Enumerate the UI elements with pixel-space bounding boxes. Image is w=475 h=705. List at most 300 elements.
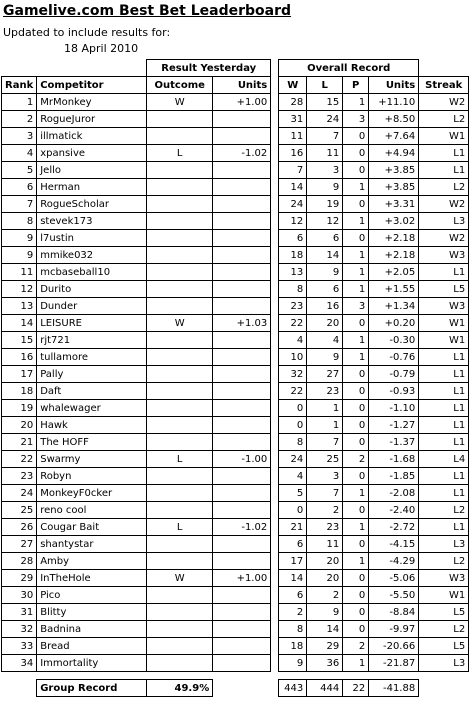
pushes-cell: 0 (343, 145, 369, 162)
table-row (2, 94, 469, 111)
yesterday-units-cell (213, 247, 271, 264)
outcome-cell (147, 434, 213, 451)
streak-cell: W2 (419, 196, 469, 213)
wins-cell: 14 (279, 570, 307, 587)
rank-cell: 3 (2, 128, 37, 145)
rank-cell: 22 (2, 451, 37, 468)
table-row (2, 196, 469, 213)
rank-cell: 7 (2, 196, 37, 213)
pushes-cell: 0 (343, 366, 369, 383)
wins-cell: 4 (279, 332, 307, 349)
table-row (2, 570, 469, 587)
units-cell: +0.20 (369, 315, 419, 332)
yesterday-units-cell: -1.00 (213, 451, 271, 468)
pushes-cell: 1 (343, 519, 369, 536)
competitor-name: Durito (37, 281, 147, 298)
outcome-cell (147, 213, 213, 230)
losses-cell: 20 (307, 570, 343, 587)
streak-cell: L2 (419, 502, 469, 519)
table-row (2, 281, 469, 298)
table-row (2, 264, 469, 281)
rank-cell: 27 (2, 536, 37, 553)
yesterday-units-cell (213, 162, 271, 179)
competitor-name: mmike032 (37, 247, 147, 264)
wins-cell: 21 (279, 519, 307, 536)
wins-cell: 24 (279, 196, 307, 213)
pushes-cell: 1 (343, 213, 369, 230)
table-row (2, 451, 469, 468)
units-cell: +3.31 (369, 196, 419, 213)
leaderboard-rows (2, 94, 469, 672)
table-row (2, 230, 469, 247)
units-cell: -4.15 (369, 536, 419, 553)
competitor-name: Badnina (37, 621, 147, 638)
streak-cell: W1 (419, 587, 469, 604)
streak-cell: L1 (419, 264, 469, 281)
pushes-cell: 1 (343, 485, 369, 502)
rank-cell: 14 (2, 315, 37, 332)
losses-cell: 2 (307, 587, 343, 604)
losses-cell: 14 (307, 621, 343, 638)
col-streak: Streak (419, 77, 469, 94)
wins-cell: 8 (279, 621, 307, 638)
yesterday-units-cell (213, 417, 271, 434)
streak-cell: L1 (419, 519, 469, 536)
page-title: Gamelive.com Best Bet Leaderboard (3, 3, 292, 19)
competitor-name: Robyn (37, 468, 147, 485)
overall-record-header: Overall Record (279, 60, 419, 77)
yesterday-units-cell (213, 179, 271, 196)
outcome-cell (147, 655, 213, 672)
yesterday-units-cell (213, 213, 271, 230)
units-cell: +4.94 (369, 145, 419, 162)
yesterday-units-cell (213, 298, 271, 315)
yesterday-units-cell (213, 621, 271, 638)
competitor-name: whalewager (37, 400, 147, 417)
streak-cell: W1 (419, 332, 469, 349)
table-row (2, 298, 469, 315)
competitor-name: MonkeyF0cker (37, 485, 147, 502)
losses-cell: 16 (307, 298, 343, 315)
pushes-cell: 3 (343, 111, 369, 128)
rank-cell: 23 (2, 468, 37, 485)
streak-cell: L2 (419, 111, 469, 128)
streak-cell: L1 (419, 162, 469, 179)
wins-cell: 8 (279, 281, 307, 298)
competitor-name: Amby (37, 553, 147, 570)
table-row (2, 179, 469, 196)
rank-cell: 8 (2, 213, 37, 230)
yesterday-units-cell (213, 485, 271, 502)
pushes-cell: 0 (343, 196, 369, 213)
yesterday-units-cell (213, 638, 271, 655)
rank-cell: 15 (2, 332, 37, 349)
competitor-name: RogueScholar (37, 196, 147, 213)
pushes-cell: 0 (343, 434, 369, 451)
streak-cell: L1 (419, 417, 469, 434)
streak-cell: W2 (419, 94, 469, 111)
streak-cell: L3 (419, 655, 469, 672)
pushes-cell: 2 (343, 638, 369, 655)
wins-cell: 0 (279, 502, 307, 519)
streak-cell: L1 (419, 434, 469, 451)
units-cell: -1.85 (369, 468, 419, 485)
pushes-cell: 0 (343, 587, 369, 604)
rank-cell: 24 (2, 485, 37, 502)
rank-cell: 20 (2, 417, 37, 434)
outcome-cell: L (147, 519, 213, 536)
rank-cell: 5 (2, 162, 37, 179)
rank-cell: 34 (2, 655, 37, 672)
rank-cell: 19 (2, 400, 37, 417)
pushes-cell: 0 (343, 417, 369, 434)
pushes-cell: 0 (343, 502, 369, 519)
streak-cell: W1 (419, 128, 469, 145)
streak-cell: L5 (419, 281, 469, 298)
wins-cell: 0 (279, 400, 307, 417)
losses-cell: 2 (307, 502, 343, 519)
units-cell: -9.97 (369, 621, 419, 638)
outcome-cell (147, 553, 213, 570)
wins-cell: 22 (279, 383, 307, 400)
table-row (2, 400, 469, 417)
losses-cell: 23 (307, 383, 343, 400)
streak-cell: L1 (419, 383, 469, 400)
wins-cell: 22 (279, 315, 307, 332)
losses-cell: 6 (307, 230, 343, 247)
units-cell: +8.50 (369, 111, 419, 128)
outcome-cell (147, 485, 213, 502)
yesterday-units-cell (213, 536, 271, 553)
competitor-name: Bread (37, 638, 147, 655)
pushes-cell: 1 (343, 553, 369, 570)
outcome-cell (147, 230, 213, 247)
streak-cell: L2 (419, 553, 469, 570)
col-yesterday-units: Units (213, 77, 271, 94)
yesterday-units-cell (213, 281, 271, 298)
table-row (2, 315, 469, 332)
losses-cell: 7 (307, 128, 343, 145)
wins-cell: 11 (279, 128, 307, 145)
yesterday-units-cell (213, 366, 271, 383)
competitor-name: rjt721 (37, 332, 147, 349)
table-row (2, 145, 469, 162)
wins-cell: 18 (279, 247, 307, 264)
streak-cell: L2 (419, 621, 469, 638)
rank-cell: 25 (2, 502, 37, 519)
streak-cell: W3 (419, 298, 469, 315)
group-record-percent: 49.9% (147, 680, 213, 697)
outcome-cell: L (147, 145, 213, 162)
table-row (2, 604, 469, 621)
yesterday-units-cell: -1.02 (213, 519, 271, 536)
yesterday-units-cell: +1.00 (213, 570, 271, 587)
rank-cell: 33 (2, 638, 37, 655)
losses-cell: 27 (307, 366, 343, 383)
rank-cell: 29 (2, 570, 37, 587)
streak-cell: L3 (419, 536, 469, 553)
units-cell: +1.55 (369, 281, 419, 298)
table-row (2, 519, 469, 536)
outcome-cell (147, 366, 213, 383)
streak-cell: L5 (419, 604, 469, 621)
rank-cell: 26 (2, 519, 37, 536)
outcome-cell: L (147, 451, 213, 468)
wins-cell: 5 (279, 485, 307, 502)
outcome-cell (147, 196, 213, 213)
yesterday-units-cell (213, 604, 271, 621)
yesterday-units-cell (213, 196, 271, 213)
pushes-cell: 0 (343, 570, 369, 587)
group-record-pushes: 22 (343, 680, 369, 697)
units-cell: -5.50 (369, 587, 419, 604)
losses-cell: 9 (307, 604, 343, 621)
yesterday-units-cell (213, 128, 271, 145)
wins-cell: 9 (279, 655, 307, 672)
competitor-name: Dunder (37, 298, 147, 315)
streak-cell: W3 (419, 570, 469, 587)
competitor-name: Herman (37, 179, 147, 196)
pushes-cell: 0 (343, 621, 369, 638)
competitor-name: LEISURE (37, 315, 147, 332)
yesterday-units-cell (213, 332, 271, 349)
yesterday-units-cell (213, 111, 271, 128)
table-row (2, 128, 469, 145)
losses-cell: 11 (307, 145, 343, 162)
wins-cell: 24 (279, 451, 307, 468)
losses-cell: 7 (307, 434, 343, 451)
yesterday-units-cell (213, 434, 271, 451)
table-row (2, 383, 469, 400)
competitor-name: Pico (37, 587, 147, 604)
competitor-name: stevek173 (37, 213, 147, 230)
pushes-cell: 0 (343, 468, 369, 485)
yesterday-units-cell (213, 655, 271, 672)
competitor-name: RogueJuror (37, 111, 147, 128)
units-cell: +3.85 (369, 179, 419, 196)
col-rank: Rank (2, 77, 37, 94)
wins-cell: 7 (279, 162, 307, 179)
units-cell: -4.29 (369, 553, 419, 570)
losses-cell: 9 (307, 179, 343, 196)
table-row (2, 655, 469, 672)
outcome-cell (147, 349, 213, 366)
pushes-cell: 0 (343, 128, 369, 145)
outcome-cell (147, 111, 213, 128)
table-row (2, 366, 469, 383)
competitor-name: Pally (37, 366, 147, 383)
yesterday-units-cell (213, 230, 271, 247)
pushes-cell: 1 (343, 179, 369, 196)
outcome-cell: W (147, 570, 213, 587)
outcome-cell (147, 638, 213, 655)
outcome-cell (147, 417, 213, 434)
wins-cell: 31 (279, 111, 307, 128)
yesterday-units-cell: +1.03 (213, 315, 271, 332)
losses-cell: 12 (307, 213, 343, 230)
losses-cell: 29 (307, 638, 343, 655)
units-cell: -5.06 (369, 570, 419, 587)
units-cell: -2.72 (369, 519, 419, 536)
competitor-name: Jello (37, 162, 147, 179)
group-record-units: -41.88 (369, 680, 419, 697)
competitor-name: Swarmy (37, 451, 147, 468)
rank-cell: 9 (2, 247, 37, 264)
wins-cell: 14 (279, 179, 307, 196)
wins-cell: 17 (279, 553, 307, 570)
column-header-row (2, 77, 469, 94)
wins-cell: 32 (279, 366, 307, 383)
competitor-name: xpansive (37, 145, 147, 162)
table-row (2, 162, 469, 179)
units-cell: -0.30 (369, 332, 419, 349)
pushes-cell: 0 (343, 400, 369, 417)
streak-cell: L1 (419, 145, 469, 162)
streak-cell: L3 (419, 213, 469, 230)
outcome-cell (147, 587, 213, 604)
competitor-name: Blitty (37, 604, 147, 621)
yesterday-units-cell (213, 553, 271, 570)
yesterday-units-cell: +1.00 (213, 94, 271, 111)
losses-cell: 24 (307, 111, 343, 128)
streak-cell: L1 (419, 485, 469, 502)
table-row (2, 332, 469, 349)
wins-cell: 0 (279, 417, 307, 434)
losses-cell: 20 (307, 315, 343, 332)
yesterday-units-cell (213, 502, 271, 519)
losses-cell: 3 (307, 162, 343, 179)
table-row (2, 536, 469, 553)
competitor-name: l7ustin (37, 230, 147, 247)
losses-cell: 20 (307, 553, 343, 570)
losses-cell: 25 (307, 451, 343, 468)
pushes-cell: 0 (343, 162, 369, 179)
pushes-cell: 3 (343, 298, 369, 315)
pushes-cell: 0 (343, 230, 369, 247)
units-cell: -2.40 (369, 502, 419, 519)
pushes-cell: 2 (343, 451, 369, 468)
table-row (2, 111, 469, 128)
pushes-cell: 0 (343, 383, 369, 400)
rank-cell: 4 (2, 145, 37, 162)
rank-cell: 28 (2, 553, 37, 570)
updated-label: Updated to include results for: (3, 26, 171, 39)
units-cell: -1.27 (369, 417, 419, 434)
outcome-cell: W (147, 315, 213, 332)
units-cell: -2.08 (369, 485, 419, 502)
streak-cell: L1 (419, 349, 469, 366)
losses-cell: 23 (307, 519, 343, 536)
rank-cell: 12 (2, 281, 37, 298)
losses-cell: 14 (307, 247, 343, 264)
table-row (2, 485, 469, 502)
rank-cell: 13 (2, 298, 37, 315)
losses-cell: 7 (307, 485, 343, 502)
streak-cell: L2 (419, 179, 469, 196)
losses-cell: 36 (307, 655, 343, 672)
competitor-name: tullamore (37, 349, 147, 366)
units-cell: -0.79 (369, 366, 419, 383)
wins-cell: 6 (279, 587, 307, 604)
competitor-name: reno cool (37, 502, 147, 519)
losses-cell: 15 (307, 94, 343, 111)
outcome-cell (147, 281, 213, 298)
competitor-name: illmatick (37, 128, 147, 145)
outcome-cell (147, 400, 213, 417)
outcome-cell (147, 604, 213, 621)
units-cell: +7.64 (369, 128, 419, 145)
competitor-name: Cougar Bait (37, 519, 147, 536)
losses-cell: 4 (307, 332, 343, 349)
pushes-cell: 1 (343, 655, 369, 672)
pushes-cell: 1 (343, 247, 369, 264)
units-cell: +1.34 (369, 298, 419, 315)
pushes-cell: 1 (343, 281, 369, 298)
pushes-cell: 0 (343, 604, 369, 621)
competitor-name: shantystar (37, 536, 147, 553)
outcome-cell (147, 179, 213, 196)
yesterday-units-cell (213, 383, 271, 400)
table-row (2, 587, 469, 604)
table-row (2, 349, 469, 366)
yesterday-units-cell (213, 264, 271, 281)
outcome-cell (147, 383, 213, 400)
units-cell: +2.05 (369, 264, 419, 281)
yesterday-units-cell (213, 468, 271, 485)
yesterday-units-cell (213, 400, 271, 417)
competitor-name: Daft (37, 383, 147, 400)
wins-cell: 6 (279, 230, 307, 247)
rank-cell: 2 (2, 111, 37, 128)
group-header-row (2, 60, 469, 77)
group-record-losses: 444 (307, 680, 343, 697)
outcome-cell (147, 298, 213, 315)
streak-cell: L1 (419, 366, 469, 383)
units-cell: -20.66 (369, 638, 419, 655)
outcome-cell (147, 332, 213, 349)
losses-cell: 9 (307, 349, 343, 366)
table-row (2, 553, 469, 570)
outcome-cell: W (147, 94, 213, 111)
table-row (2, 502, 469, 519)
wins-cell: 4 (279, 468, 307, 485)
pushes-cell: 1 (343, 94, 369, 111)
leaderboard-table (1, 59, 469, 697)
wins-cell: 28 (279, 94, 307, 111)
units-cell: -0.93 (369, 383, 419, 400)
rank-cell: 31 (2, 604, 37, 621)
table-row (2, 434, 469, 451)
yesterday-units-cell (213, 349, 271, 366)
units-cell: +3.02 (369, 213, 419, 230)
rank-cell: 17 (2, 366, 37, 383)
streak-cell: L4 (419, 451, 469, 468)
yesterday-units-cell (213, 587, 271, 604)
outcome-cell (147, 621, 213, 638)
wins-cell: 8 (279, 434, 307, 451)
rank-cell: 32 (2, 621, 37, 638)
table-row (2, 638, 469, 655)
pushes-cell: 1 (343, 349, 369, 366)
competitor-name: Immortality (37, 655, 147, 672)
outcome-cell (147, 502, 213, 519)
yesterday-units-cell: -1.02 (213, 145, 271, 162)
units-cell: -1.37 (369, 434, 419, 451)
losses-cell: 19 (307, 196, 343, 213)
competitor-name: MrMonkey (37, 94, 147, 111)
pushes-cell: 1 (343, 332, 369, 349)
streak-cell: L1 (419, 468, 469, 485)
